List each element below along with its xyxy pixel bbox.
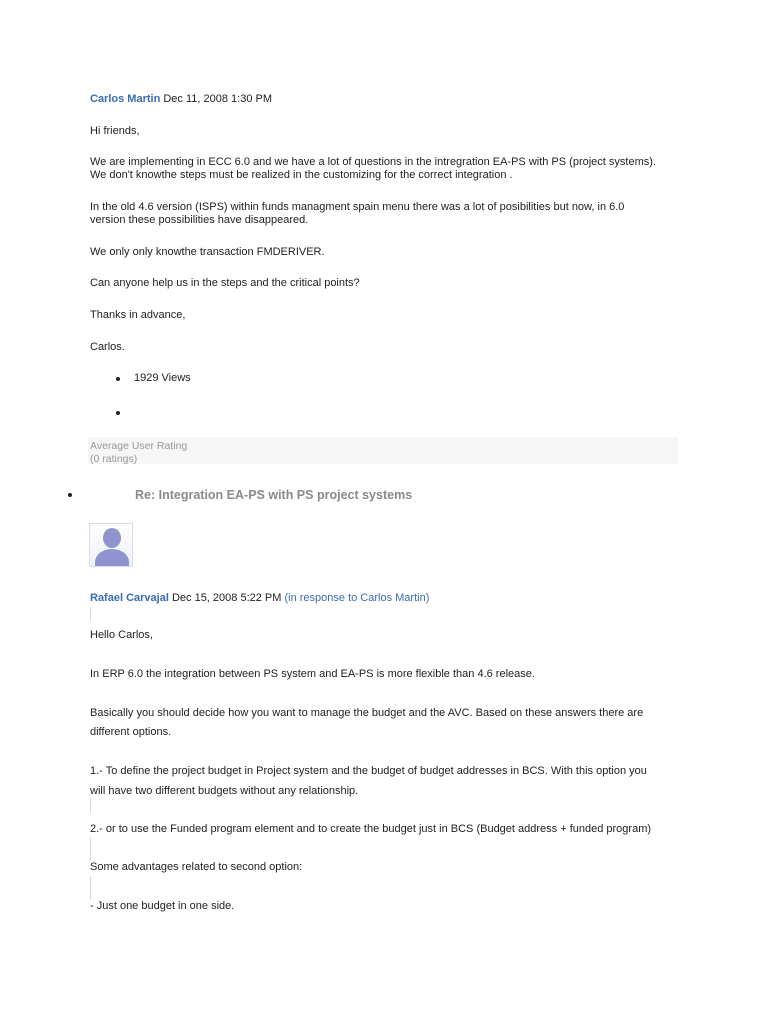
reply-paragraph: Some advantages related to second option:	[90, 861, 303, 873]
reply-paragraph: 2.- or to use the Funded program element and to create the budget just in BCS (Budget address + funded program)	[90, 823, 652, 835]
post-header	[90, 93, 272, 105]
views-count: 1929 Views	[134, 372, 191, 384]
post-paragraph: Can anyone help us in the steps and the critical points?	[90, 277, 360, 289]
reply-paragraph: Basically you should decide how you want to manage the budget and the AVC. Based on these answers there are	[90, 707, 644, 719]
divider-mark	[90, 799, 91, 813]
reply-paragraph: 1.- To define the project budget in Project system and the budget of budget addresses in BCS. With this option you	[90, 765, 647, 777]
bullet-icon	[116, 377, 120, 381]
divider-mark	[90, 837, 91, 861]
rating-label: Average User Rating	[90, 440, 188, 452]
post-signature: Carlos.	[90, 341, 125, 353]
avatar-body-icon	[95, 549, 129, 567]
reply-paragraph: different options.	[90, 726, 172, 738]
divider-mark	[90, 607, 91, 621]
avatar[interactable]	[89, 523, 133, 567]
post-paragraph: We don't knowthe steps must be realized in the customizing for the correct integration .	[90, 169, 513, 181]
reply-header	[90, 592, 429, 604]
post-date: Dec 11, 2008 1:30 PM	[163, 93, 273, 105]
reply-paragraph: In ERP 6.0 the integration between PS system and EA-PS is more flexible than 4.6 release.	[90, 668, 535, 680]
rating-count: (0 ratings)	[90, 453, 138, 465]
post-thanks: Thanks in advance,	[90, 309, 186, 321]
post-paragraph: In the old 4.6 version (ISPS) within funds managment spain menu there was a lot of posibilities but now, in 6.0	[90, 201, 625, 213]
reply-paragraph: - Just one budget in one side.	[90, 900, 235, 912]
reply-date: Dec 15, 2008 5:22 PM	[171, 592, 282, 604]
bullet-icon	[116, 411, 120, 415]
rating-panel	[88, 437, 678, 464]
in-response-link[interactable]: (in response to Carlos Martin)	[284, 592, 430, 604]
post-greeting: Hi friends,	[90, 125, 140, 137]
post-paragraph: We only only knowthe transaction FMDERIVER.	[90, 246, 325, 258]
avatar-head-icon	[103, 528, 121, 548]
reply-paragraph: will have two different budgets without any relationship.	[90, 785, 359, 797]
bullet-icon	[68, 493, 72, 497]
post-paragraph: We are implementing in ECC 6.0 and we have a lot of questions in the intregration EA-PS with PS (project systems).	[90, 156, 656, 168]
reply-title[interactable]: Re: Integration EA-PS with PS project systems	[135, 488, 413, 502]
reply-author-link[interactable]: Rafael Carvajal	[90, 592, 169, 604]
divider-mark	[90, 876, 91, 900]
post-paragraph: version these possibilities have disappeared.	[90, 214, 309, 226]
reply-greeting: Hello Carlos,	[90, 629, 153, 641]
author-link[interactable]: Carlos Martin	[90, 93, 161, 105]
